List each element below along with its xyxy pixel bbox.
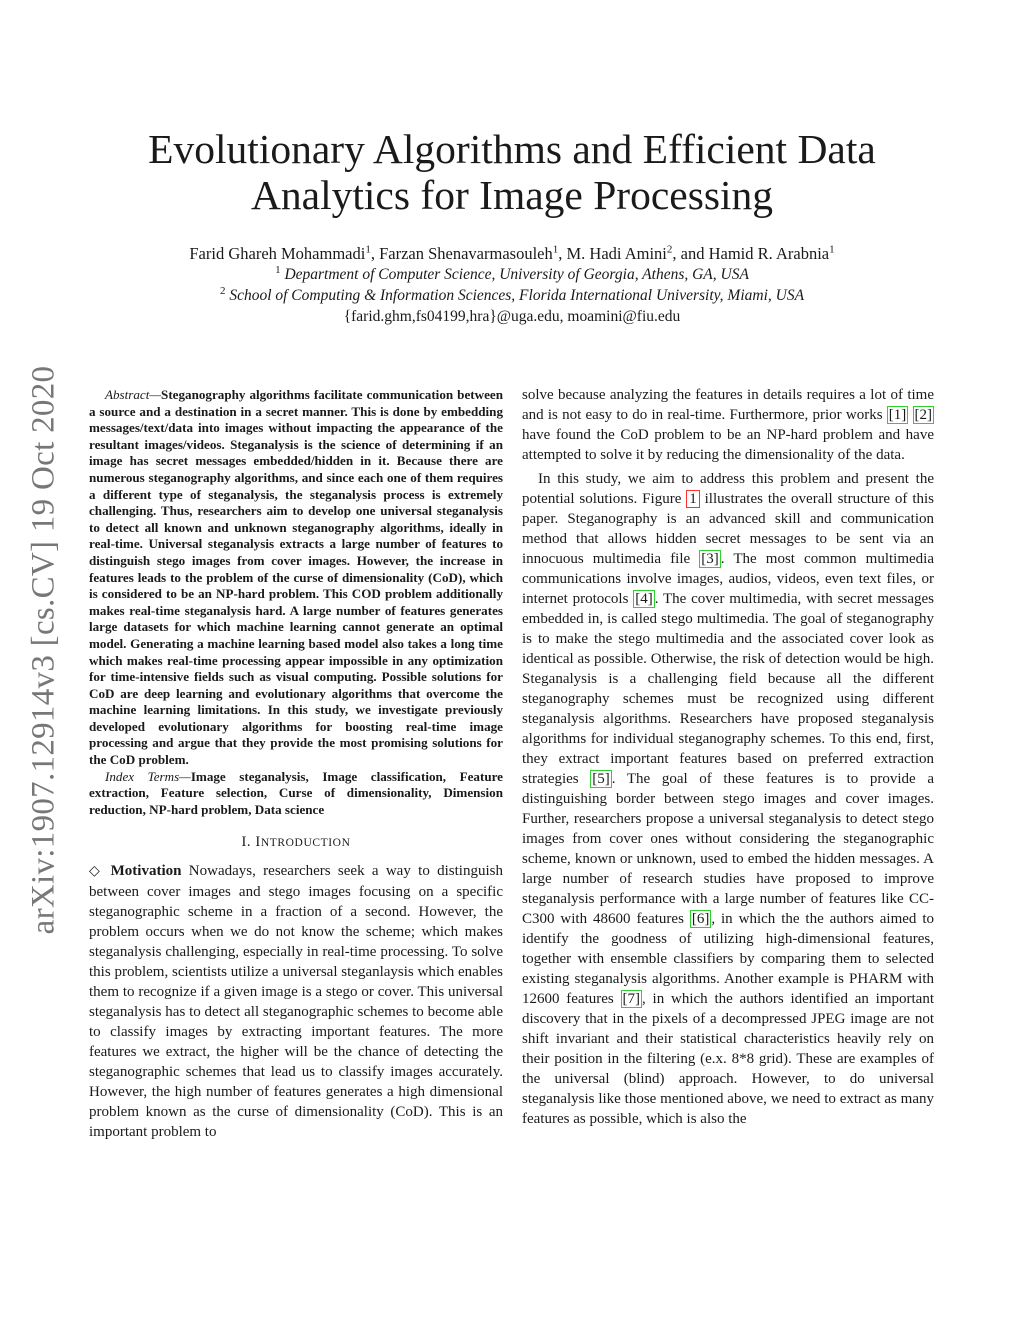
text-run: . The goal of these features is to provide a distinguishing border between stego images and cover images. Further, researchers propose a universal steganalysis to detect stego images from cover ones without considering the steganographic scheme, known or unknown, used to embed the hidden messages. A large number of research studies have proposed to improve steganalysis performance with a large number of features like CC-C300 with 48600 features (522, 771, 934, 927)
author-separator: , (558, 244, 567, 263)
author-name: Hamid R. Arabnia (708, 244, 830, 263)
text-run: , in which the authors identified an important discovery that in the pixels of a decompressed JPEG image are not shift invariant and their statistical characteristics heavily rely on their position in the filtering (e.x. 8*8 grid). These are examples of the universal (blind) approach. However, to do universal steganalysis like those mentioned above, we need to extract as many features as possible, which is also the (522, 991, 934, 1127)
index-terms-label: Index Terms (105, 768, 180, 784)
author-name: M. Hadi Amini (566, 244, 667, 263)
text-run: solve because analyzing the features in details requires a lot of time and is not easy to do in real-time. Furthermore, prior works (522, 387, 934, 423)
section-title-rest: NTRODUCTION (260, 837, 351, 850)
title-line-1: Evolutionary Algorithms and Efficient Data (148, 126, 876, 172)
abstract-label: Abstract (105, 387, 150, 402)
paper-title (100, 126, 924, 218)
affiliation-text: Department of Computer Science, University of Georgia, Athens, GA, USA (284, 266, 749, 283)
author-separator: , and (672, 244, 709, 263)
motivation-label: Motivation (110, 863, 182, 880)
author-separator: , (370, 244, 380, 263)
index-terms-text: Image steganalysis, Image classification, Feature extraction, Feature selection, Curse of dimensionality, Dimension reduction, NP-hard problem, Data science (89, 768, 503, 817)
arxiv-identifier: arXiv:1907.12914v3 [cs.CV] 19 Oct 2020 (25, 365, 62, 935)
text-run: In this study, we aim to address this problem and present the potential solutions. Figure (522, 471, 934, 507)
affiliation-mark: 1 (552, 243, 559, 256)
affiliation-text: School of Computing & Information Sciences, Florida International University, Miami, USA (229, 287, 805, 304)
left-column (89, 387, 503, 1142)
title-line-2: Analytics for Image Processing (250, 172, 774, 218)
section-number: I. (241, 834, 252, 851)
section-heading-introduction (89, 832, 503, 853)
affiliation-1 (80, 264, 944, 285)
author-name: Farzan Shenavarmasouleh (379, 244, 553, 263)
motivation-paragraph (89, 861, 503, 1142)
citation-link[interactable]: [2] (914, 407, 932, 423)
text-run: , in which the the authors aimed to identify the goodness of utilizing high-dimensional features, together with ensemble classifiers by comparing them to selected existing steganalysis algorithms. Another example is PHARM with 12600 features (522, 911, 935, 1007)
author-name: Farid Ghareh Mohammadi (189, 244, 366, 263)
affiliation-mark: 2 (666, 243, 673, 256)
abstract: Abstract—Steganography algorithms facilitate communication between a source and a destination in a secret manner. This is done by embedding messages/text/data into images without impacting the appearance of the resultant images/videos. Steganalysis is the science of determining if an image has secret messages embedded/hidden in it. Because there are numerous steganography algorithms, and since each one of them requires a different type of steganalysis, the steganalysis process is extremely challenging. Thus, researchers aim to develop one universal steganalysis to detect all known and unknown steganography algorithms, ideally in real-time. Universal steganalysis extracts a large number of features to distinguish stego images from cover images. However, the increase in features leads to the problem of the curse of dimensionality (CoD), which is considered to be an NP-hard problem. This COD problem additionally makes real-time steganalysis hard. A large number of features generates large datasets for which machine learning cannot generate an optimal model. Generating a machine learning based model also takes a long time which makes real-time processing appear impossible in any optimization for time-intensive fields such as visual computing. Possible solutions for CoD are deep learning and evolutionary algorithms that overcome the machine learning limitations. In this study, we investigate previously developed evolutionary algorithms for boosting real-time image processing and argue that they provide the most promising solutions for the CoD problem. (89, 387, 503, 768)
figure-link[interactable]: 1 (686, 490, 700, 508)
citation-link[interactable]: [3] (701, 551, 719, 567)
citation-link[interactable]: [7] (622, 991, 641, 1007)
citation-link[interactable]: [1] (888, 407, 907, 423)
right-column (522, 385, 934, 1129)
arxiv-sidebar-stamp (24, 355, 64, 945)
affiliation-number: 2 (219, 284, 226, 297)
author-emails: {farid.ghm,fs04199,hra}@uga.edu, moamini@fiu.edu (343, 308, 681, 325)
text-run: . The most common multimedia communications involve images, audios, videos, even text files, or internet protocols (522, 551, 934, 607)
affiliation-mark: 1 (829, 243, 835, 256)
text-run: have found the CoD problem to be an NP-hard problem and have attempted to solve it by reducing the dimensionality of the data. (522, 427, 934, 463)
affiliation-mark: 1 (365, 243, 371, 256)
motivation-text: Nowadays, researchers seek a way to distinguish between cover images and stego images focusing on a specific steganographic scheme in a fraction of a second. However, the problem occurs when we do not know the scheme; which makes steganalysis challenging, especially in real-time processing. To solve this problem, scientists utilize a universal steganlaysis which enables them to recognize if a given image is a stego or cover. This universal steganalysis has to detect all steganographic schemes to become able to classify images by extracting important features. The more features we extract, the higher will be the chance of detecting the steganographic schemes that lead us to classify images accurately. However, the high number of features generates a high dimensional problem known as the curse of dimensionality (CoD). This is an important problem to (89, 863, 503, 1141)
paragraph-study (522, 469, 934, 1129)
citation-link[interactable]: [4] (635, 591, 653, 607)
text-run: . The cover multimedia, with secret messages embedded in, is called stego multimedia. The goal of steganography is to make the stego multimedia and the associated cover look as identical as possible. Otherwise, the risk of detection would be high. Steganalysis is a challenging field because all the different steganography schemes must be recognized using different steganalysis algorithms. Researchers have proposed steganalysis algorithms for individual steganography schemes. To this end, first, they extract important features based on preferred extraction strategies (522, 591, 934, 787)
text-run: illustrates the overall structure of this paper. Steganography is an advanced skill and communication method that allows hidden secret messages to be sent via an innocuous multimedia file (522, 491, 934, 567)
affiliation-number: 1 (275, 263, 281, 276)
author-list (80, 244, 944, 264)
abstract-text: Steganography algorithms facilitate communication between a source and a destination in a secret manner. This is done by embedding messages/text/data into images without impacting the appearance of the resultant images/videos. Steganalysis is the science of determining if an image has secret messages embedded/hidden in it. Because there are numerous steganography algorithms, and since each one of them requires a different type of steganalysis, the steganalysis process is extremely challenging. Thus, researchers aim to develop one universal steganalysis to detect all known and unknown steganography algorithms, ideally in real-time. Universal steganalysis extracts a large number of features to distinguish stego images from cover images. However, the increase in features leads to the problem of the curse of dimensionality (CoD), which is considered to be an NP-hard problem. This COD problem additionally makes real-time steganalysis hard. A large number of features generates large datasets for which machine learning cannot generate an optimal model. Generating a machine learning based model also takes a long time which makes real-time processing appear impossible in any optimization for time-intensive fields such as visual computing. Possible solutions for CoD are deep learning and evolutionary algorithms that overcome the machine learning limitations. In this study, we investigate previously developed evolutionary algorithms for boosting real-time image processing and argue that they provide the most promising solutions for the CoD problem. (89, 387, 503, 768)
citation-link[interactable]: [6] (691, 911, 710, 927)
section-initial: I (255, 834, 261, 851)
index-terms: Index Terms—Image steganalysis, Image classification, Feature extraction, Feature selection, Curse of dimensionality, Dimension reduction, NP-hard problem, Data science (89, 768, 503, 817)
citation-link[interactable]: [5] (592, 771, 610, 787)
affiliation-2 (80, 285, 944, 306)
paragraph-cod (522, 385, 934, 465)
diamond-icon: ◇ (89, 864, 104, 880)
author-block (80, 244, 944, 327)
